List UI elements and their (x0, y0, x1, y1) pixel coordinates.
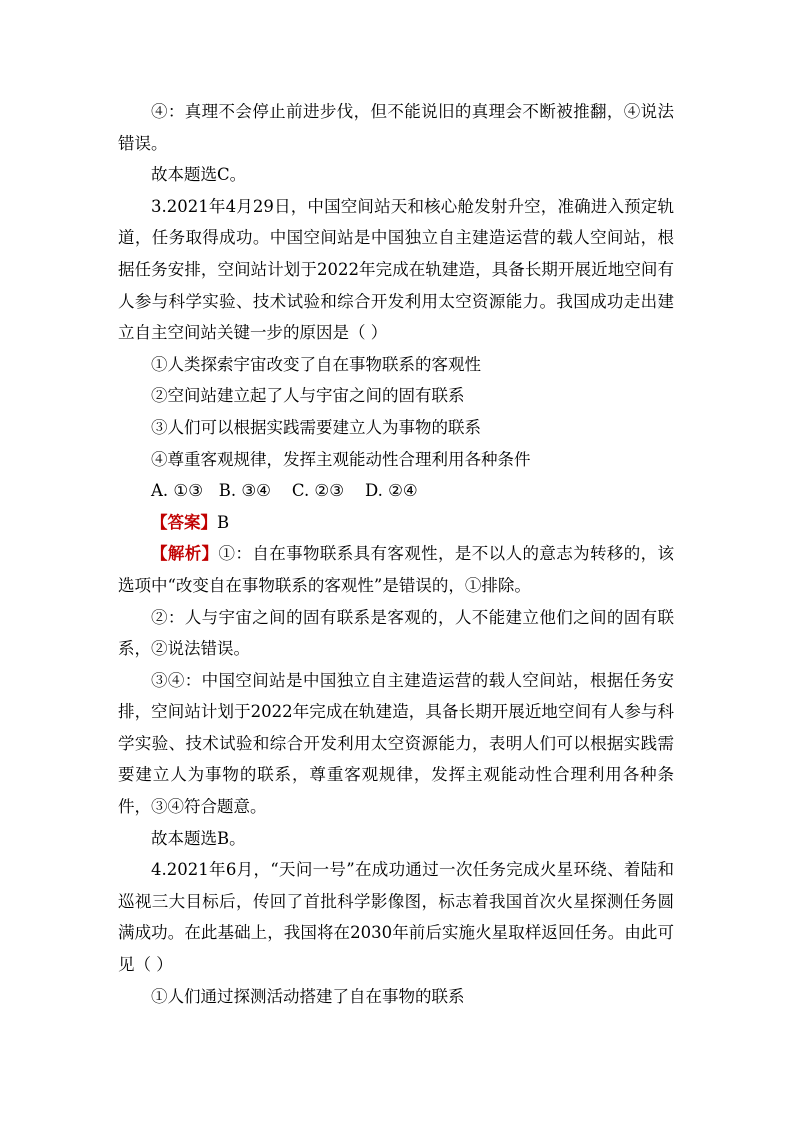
analysis-text-1: ①：自在事物联系具有客观性，是不以人的意志为转移的，该选项中“改变自在事物联系的客观性”是错误的，①排除。 (118, 544, 675, 595)
answer-tag: 【答案】 (151, 512, 217, 532)
document-body (118, 96, 674, 1012)
analysis-line-1 (118, 538, 674, 601)
analysis-line-3: ③④：中国空间站是中国独立自主建造运营的载人空间站，根据任务安排，空间站计划于2022年完成在轨建造，具备长期开展近地空间有人参与科学实验、技术试验和综合开发利用太空资源能力，表明人们可以根据实践需要建立人为事物的联系，尊重客观规律，发挥主观能动性合理利用各种条件，③④符合题意。 (118, 670, 674, 817)
paragraph-analysis-4-conclusion: ④：真理不会停止前进步伐，但不能说旧的真理会不断被推翻，④说法错误。 (118, 102, 674, 153)
question-3-item-3: ③人们可以根据实践需要建立人为事物的联系 (151, 417, 481, 437)
question-4-stem: 4.2021年6月，“天问一号”在成功通过一次任务完成火星环绕、着陆和巡视三大目标后，传回了首批科学影像图，标志着我国首次火星探测任务圆满成功。在此基础上，我国将在2030年前后实施火星取样返回任务。由此可见（ ） (118, 860, 674, 975)
analysis-tag: 【解析】 (151, 544, 219, 564)
question-3-options: A. ①③ B. ③④ C. ②③ D. ②④ (151, 481, 418, 501)
question-3-item-1: ①人类探索宇宙改变了自在事物联系的客观性 (151, 354, 481, 374)
question-3-item-2: ②空间站建立起了人与宇宙之间的固有联系 (151, 386, 465, 406)
question-4-item-1: ①人们通过探测活动搭建了自在事物的联系 (151, 986, 465, 1006)
question-3-stem: 3.2021年4月29日，中国空间站天和核心舱发射升空，准确进入预定轨道，任务取得成功。中国空间站是中国独立自主建造运营的载人空间站，根据任务安排，空间站计划于2022年完成在轨建造，具备长期开展近地空间有人参与科学实验、技术试验和综合开发利用太空资源能力。我国成功走出建立自主空间站关键一步的原因是（ ） (118, 196, 674, 343)
analysis-line-2: ②：人与宇宙之间的固有联系是客观的，人不能建立他们之间的固有联系，②说法错误。 (118, 607, 674, 659)
paragraph-answer-choice: 故本题选C。 (151, 165, 247, 185)
answer-value: B (217, 512, 230, 532)
answer-line (118, 507, 674, 539)
question-3-item-4: ④尊重客观规律，发挥主观能动性合理利用各种条件 (151, 449, 531, 469)
analysis-line-4: 故本题选B。 (151, 828, 246, 848)
